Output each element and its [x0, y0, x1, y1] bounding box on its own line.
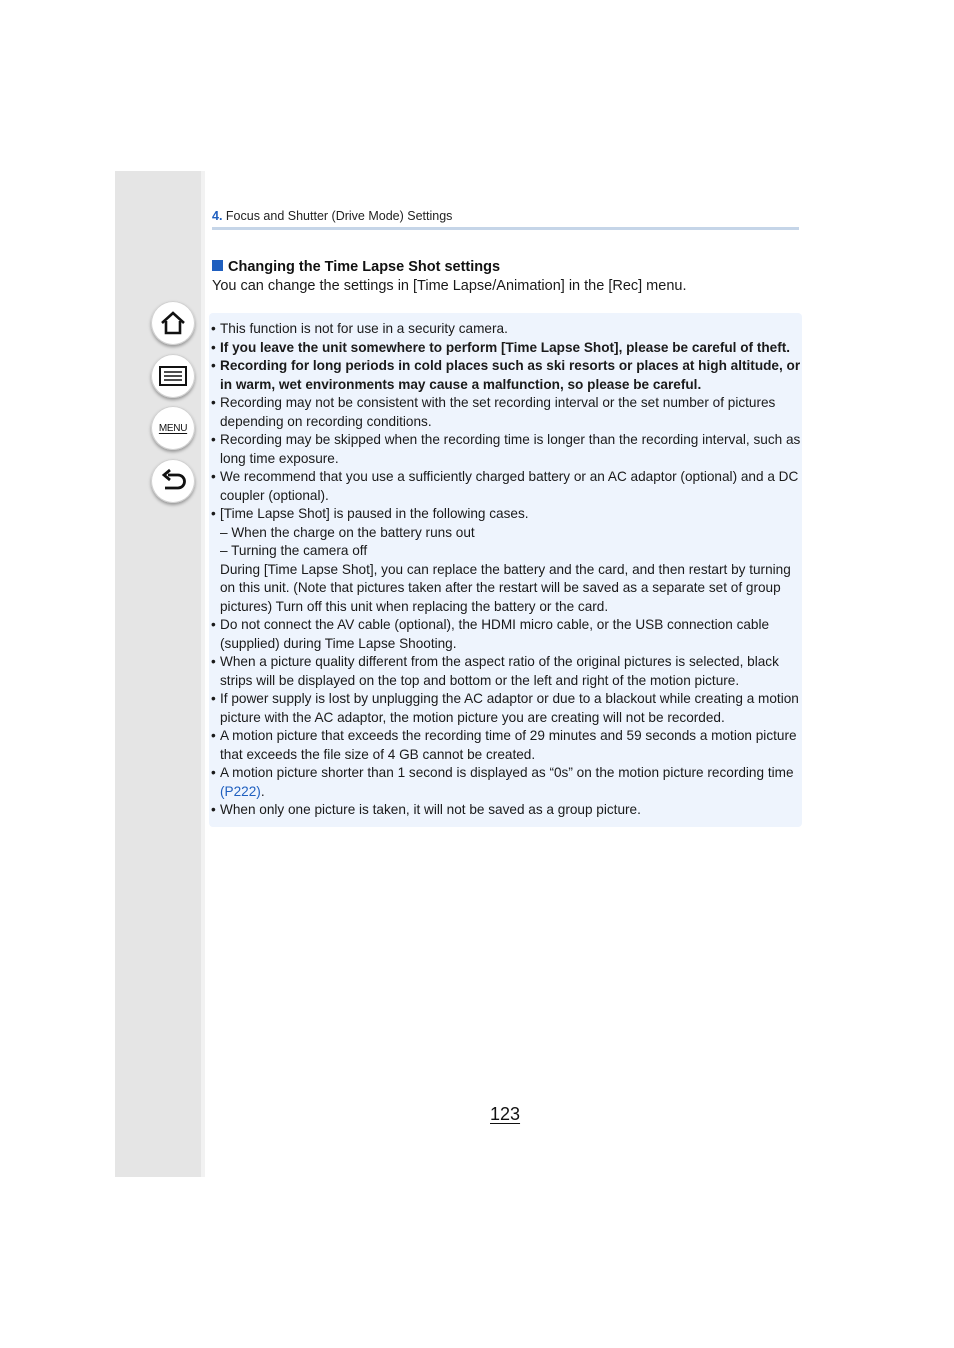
- note-item: • When a picture quality different from the aspect ratio of the original pictures is selected, black strips will be displayed on the top and bottom or the left and right of the motion picture.: [211, 653, 801, 690]
- note-item: • Recording for long periods in cold places such as ski resorts or places at high altitude, or in warm, wet environments may cause a malfunction, so please be careful.: [211, 357, 801, 394]
- page-link-p222[interactable]: (P222): [220, 783, 261, 799]
- note-text: A motion picture shorter than 1 second is displayed as “0s” on the motion picture recording time: [220, 765, 794, 780]
- note-end: .: [260, 783, 265, 799]
- note-text: [Time Lapse Shot] is paused in the following cases.: [220, 506, 529, 521]
- notes-list: [211, 320, 801, 820]
- note-item: • [Time Lapse Shot] is paused in the following cases.: [211, 505, 801, 524]
- note-text: Recording for long periods in cold places such as ski resorts or places at high altitude, or in warm, wet environments may cause a malfunction, so please be careful.: [220, 358, 801, 392]
- chapter-header: [212, 209, 799, 223]
- note-text: We recommend that you use a sufficiently charged battery or an AC adaptor (optional) and a DC coupler (optional).: [220, 469, 799, 503]
- header-rule: [212, 227, 799, 230]
- note-item: • When only one picture is taken, it will not be saved as a group picture.: [211, 801, 801, 820]
- note-item: • Do not connect the AV cable (optional), the HDMI micro cable, or the USB connection cable (supplied) during Time Lapse Shooting.: [211, 616, 801, 653]
- note-text-with-link: [220, 764, 801, 801]
- note-text: When only one picture is taken, it will not be saved as a group picture.: [220, 802, 641, 817]
- list-icon: [158, 364, 188, 388]
- note-text: Recording may be skipped when the recording time is longer than the recording interval, such as long time exposure.: [220, 432, 801, 466]
- home-icon: [159, 309, 187, 337]
- return-icon: [159, 467, 187, 495]
- note-text: Do not connect the AV cable (optional), the HDMI micro cable, or the USB connection cable (supplied) during Time Lapse Shooting.: [220, 617, 770, 651]
- section-title: [212, 259, 500, 275]
- note-subitem: – Turning the camera off: [220, 543, 368, 558]
- square-bullet-icon: [212, 260, 223, 271]
- note-text: If power supply is lost by unplugging the AC adaptor or due to a blackout while creating a motion picture with the AC adaptor, the motion picture you are creating will not be recorded.: [220, 691, 799, 725]
- note-text: Recording may not be consistent with the set recording interval or the set number of pictures depending on recording conditions.: [220, 395, 776, 429]
- chapter-number: 4.: [212, 209, 223, 223]
- section-title-text: Changing the Time Lapse Shot settings: [228, 259, 501, 275]
- back-button[interactable]: [151, 459, 195, 503]
- menu-label: MENU: [158, 422, 188, 434]
- note-text: This function is not for use in a security camera.: [220, 321, 508, 336]
- note-item: • A motion picture shorter than 1 second is displayed as “0s” on the motion picture recording time (P222).: [211, 764, 801, 801]
- note-text: When a picture quality different from the aspect ratio of the original pictures is selected, black strips will be displayed on the top and bottom or the left and right of the motion picture.: [220, 654, 779, 688]
- note-item: • This function is not for use in a security camera.: [211, 320, 801, 339]
- note-item: • Recording may be skipped when the recording time is longer than the recording interval, such as long time exposure.: [211, 431, 801, 468]
- note-item: • If power supply is lost by unplugging the AC adaptor or due to a blackout while creating a motion picture with the AC adaptor, the motion picture you are creating will not be recorded.: [211, 690, 801, 727]
- page-number: 123: [490, 1104, 521, 1124]
- section-intro: You can change the settings in [Time Lapse/Animation] in the [Rec] menu.: [212, 278, 687, 294]
- menu-button[interactable]: [151, 406, 195, 450]
- home-button[interactable]: [151, 301, 195, 345]
- note-item: • Recording may not be consistent with the set recording interval or the set number of pictures depending on recording conditions.: [211, 394, 801, 431]
- sidebar-edge: [201, 171, 205, 1177]
- note-item: • A motion picture that exceeds the recording time of 29 minutes and 59 seconds a motion picture that exceeds the file size of 4 GB cannot be created.: [211, 727, 801, 764]
- note-text: A motion picture that exceeds the recording time of 29 minutes and 59 seconds a motion picture that exceeds the file size of 4 GB cannot be created.: [220, 728, 797, 762]
- note-subitem: – When the charge on the battery runs out: [220, 524, 475, 540]
- note-item: • If you leave the unit somewhere to perform [Time Lapse Shot], please be careful of theft.: [211, 339, 801, 358]
- note-item: • We recommend that you use a sufficiently charged battery or an AC adaptor (optional) and a DC coupler (optional).: [211, 468, 801, 505]
- chapter-title: Focus and Shutter (Drive Mode) Settings: [225, 209, 453, 223]
- note-text: If you leave the unit somewhere to perform [Time Lapse Shot], please be careful of theft.: [220, 339, 791, 355]
- contents-button[interactable]: [151, 354, 195, 398]
- note-continuation: During [Time Lapse Shot], you can replace the battery and the card, and then restart by turning on this unit. (Note that pictures taken after the restart will be saved as a separate set of group pictures) Turn off this unit when replacing the battery or the card.: [220, 561, 791, 614]
